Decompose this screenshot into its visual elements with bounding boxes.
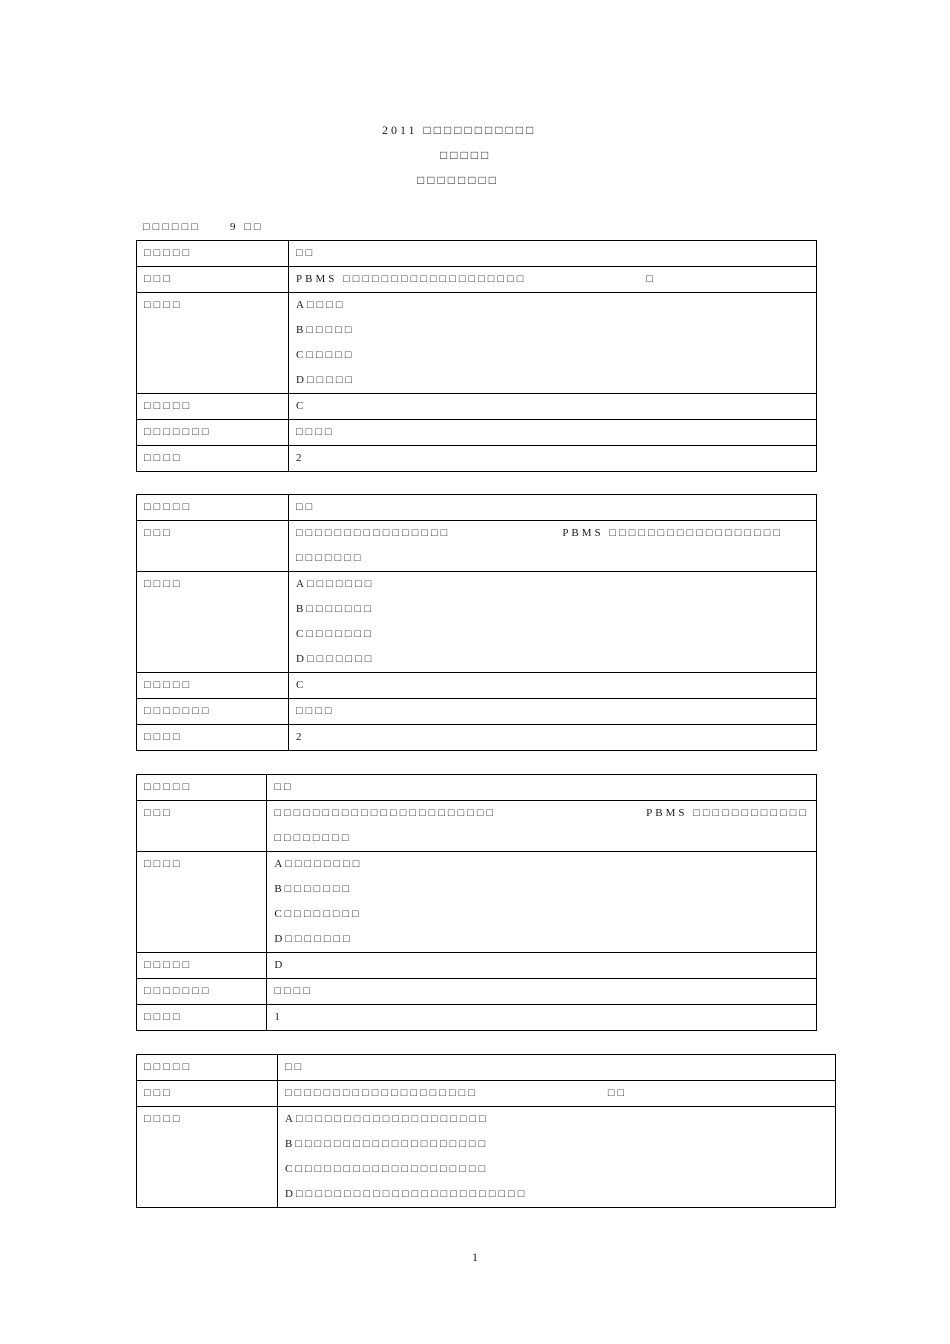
stem-text: □□□□□□□□ — [274, 832, 352, 844]
row-label: □□□□ — [137, 293, 289, 394]
option-b: B□□□□□□□ — [274, 883, 353, 895]
option-d: D□□□□□□□ — [274, 933, 353, 945]
option-c: C□□□□□ — [296, 349, 355, 361]
option-b: B□□□□□□□□□□□□□□□□□□□□ — [285, 1138, 489, 1150]
question-options — [278, 1107, 836, 1208]
option-a: A□□□□□□□ — [296, 578, 375, 590]
answer-row — [137, 394, 817, 420]
row-label: □□□□□ — [137, 241, 289, 267]
stem-text: PBMS □□□□□□□□□□□□ — [646, 807, 809, 819]
row-label: □□□□ — [137, 1107, 278, 1208]
option-a: A□□□□ — [296, 299, 346, 311]
question-type-value: □□ — [289, 495, 817, 521]
row-label: □□□□□ — [137, 775, 267, 801]
question-stem-row — [137, 521, 817, 572]
stem-text: □□□□□□□□□□□□□□□□□□□□ — [285, 1087, 478, 1099]
stem-text: □□ — [607, 1087, 628, 1099]
difficulty-value: 2 — [289, 446, 817, 472]
question-table-4 — [136, 1054, 836, 1208]
question-type-value: □□ — [267, 775, 817, 801]
option-c: C□□□□□□□ — [296, 628, 374, 640]
option-a: A□□□□□□□□ — [274, 858, 363, 870]
difficulty-value: 1 — [267, 1005, 817, 1031]
option-d: D□□□□□ — [296, 374, 356, 386]
question-type-value: □□ — [278, 1055, 836, 1081]
difficulty-row — [137, 725, 817, 751]
page-number: 1 — [472, 1250, 478, 1264]
question-options-row — [137, 293, 817, 394]
row-label: □□□□□ — [137, 1055, 278, 1081]
question-stem — [278, 1081, 836, 1107]
document-title: 2011 □□□□□□□□□□□ — [382, 123, 537, 137]
question-table-3 — [136, 774, 817, 1031]
knowledge-value: □□□□ — [267, 979, 817, 1005]
row-label: □□□□□ — [137, 953, 267, 979]
question-type-row — [137, 775, 817, 801]
document-subtitle: □□□□□ — [440, 148, 492, 162]
stem-text: PBMS □□□□□□□□□□□□□□□□□□□ — [296, 273, 527, 285]
row-label: □□□□ — [137, 1005, 267, 1031]
answer-value: D — [267, 953, 817, 979]
row-label: □□□□□□□ — [137, 699, 289, 725]
question-options — [289, 572, 817, 673]
question-stem — [267, 801, 817, 852]
knowledge-row — [137, 699, 817, 725]
document-subtitle-2: □□□□□□□□ — [417, 173, 499, 187]
question-stem-row — [137, 1081, 836, 1107]
row-label: □□□□□ — [137, 673, 289, 699]
row-label: □□□□ — [137, 572, 289, 673]
knowledge-row — [137, 979, 817, 1005]
answer-value: C — [289, 673, 817, 699]
difficulty-value: 2 — [289, 725, 817, 751]
row-label: □□□□□ — [137, 495, 289, 521]
row-label: □□□□□□□ — [137, 979, 267, 1005]
row-label: □□□□□□□ — [137, 420, 289, 446]
knowledge-value: □□□□ — [289, 420, 817, 446]
row-label: □□□ — [137, 521, 289, 572]
stem-text: □□□□□□□ — [296, 552, 364, 564]
question-options-row — [137, 852, 817, 953]
question-stem-row — [137, 801, 817, 852]
stem-text: □ — [646, 273, 656, 285]
question-options-row — [137, 1107, 836, 1208]
question-stem — [289, 521, 817, 572]
row-label: □□□□□ — [137, 394, 289, 420]
knowledge-row — [137, 420, 817, 446]
question-type-value: □□ — [289, 241, 817, 267]
question-type-row — [137, 1055, 836, 1081]
row-label: □□□□ — [137, 852, 267, 953]
section-label: □□□□□□ — [143, 221, 201, 233]
question-options — [289, 293, 817, 394]
stem-text: □□□□□□□□□□□□□□□□ — [296, 527, 451, 539]
stem-text: PBMS □□□□□□□□□□□□□□□□□□ — [562, 527, 784, 539]
difficulty-row — [137, 446, 817, 472]
section-count: 9 □□ — [230, 221, 264, 233]
question-options — [267, 852, 817, 953]
row-label: □□□ — [137, 1081, 278, 1107]
question-table-1 — [136, 240, 817, 472]
row-label: □□□□ — [137, 446, 289, 472]
row-label: □□□ — [137, 801, 267, 852]
question-table-2 — [136, 494, 817, 751]
stem-text: □□□□□□□□□□□□□□□□□□□□□□□ — [274, 807, 497, 819]
question-stem — [289, 267, 817, 293]
option-d: D□□□□□□□ — [296, 653, 375, 665]
question-type-row — [137, 495, 817, 521]
row-label: □□□□ — [137, 725, 289, 751]
question-type-row — [137, 241, 817, 267]
option-c: C□□□□□□□□□□□□□□□□□□□□ — [285, 1163, 489, 1175]
row-label: □□□ — [137, 267, 289, 293]
answer-row — [137, 953, 817, 979]
difficulty-row — [137, 1005, 817, 1031]
option-d: D□□□□□□□□□□□□□□□□□□□□□□□□ — [285, 1188, 528, 1200]
option-a: A□□□□□□□□□□□□□□□□□□□□ — [285, 1113, 489, 1125]
option-b: B□□□□□□□ — [296, 603, 374, 615]
question-stem-row — [137, 267, 817, 293]
option-b: B□□□□□ — [296, 324, 355, 336]
question-options-row — [137, 572, 817, 673]
knowledge-value: □□□□ — [289, 699, 817, 725]
answer-row — [137, 673, 817, 699]
answer-value: C — [289, 394, 817, 420]
option-c: C□□□□□□□□ — [274, 908, 362, 920]
